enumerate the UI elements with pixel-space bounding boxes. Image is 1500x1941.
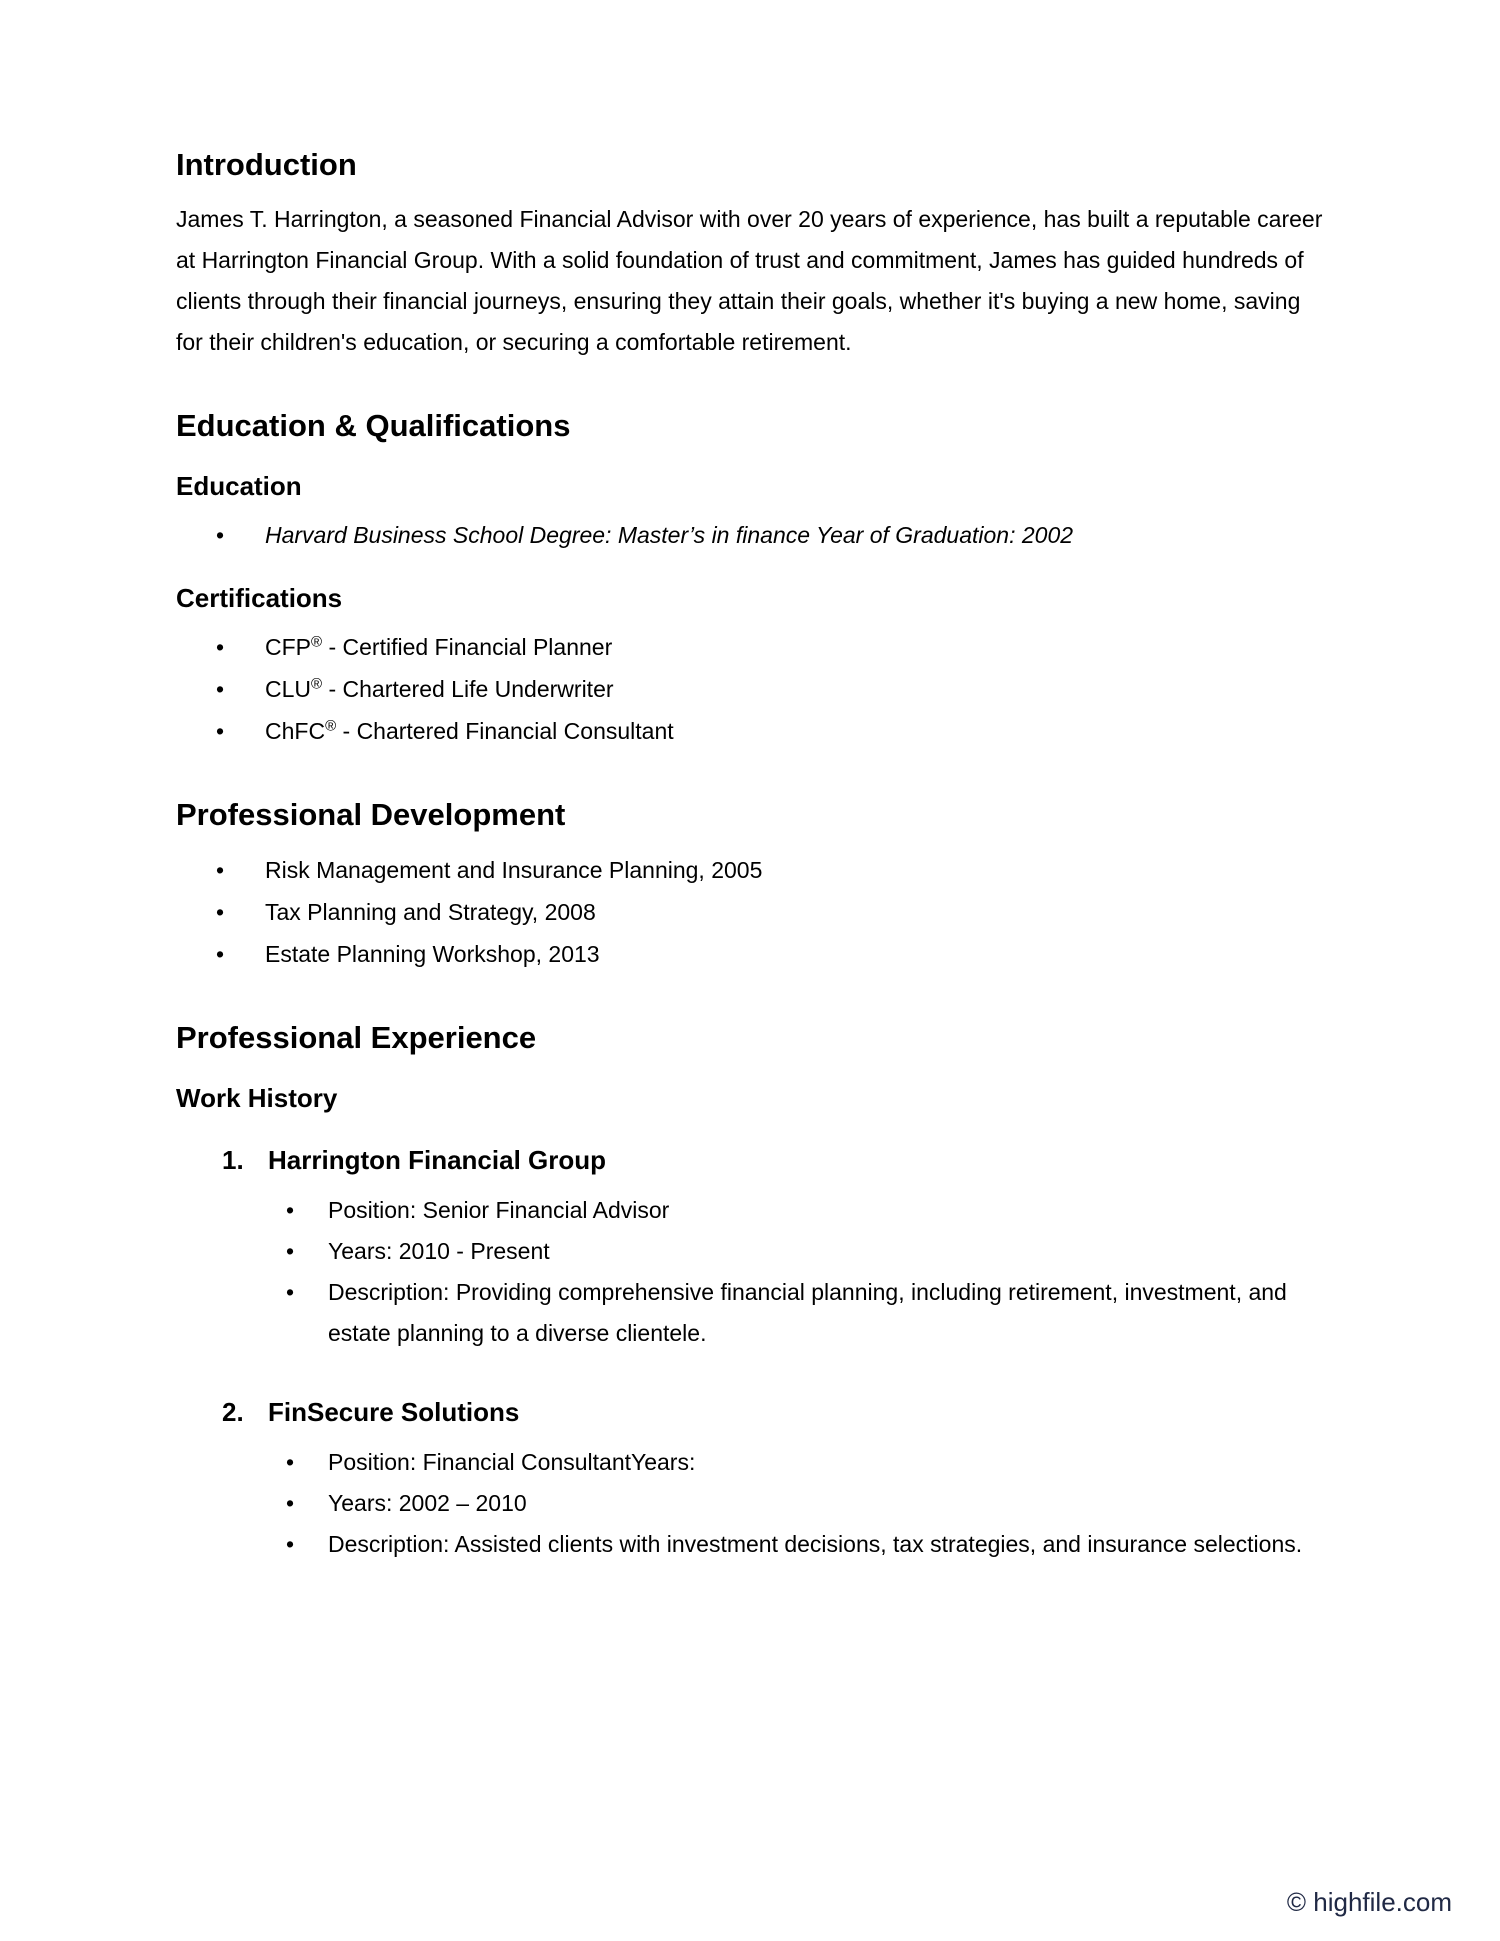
section-professional-development [176, 796, 1326, 975]
certification-code: CFP [265, 634, 311, 660]
entry-number: 1. [222, 1145, 244, 1175]
bullet-icon: • [286, 1531, 295, 1557]
entry-detail-text: Description: Providing comprehensive financial planning, including retirement, investment, and estate planning to a diverse clientele. [328, 1279, 1287, 1346]
list-item [176, 891, 1326, 933]
certification-item-text [265, 718, 674, 744]
certifications-list [176, 626, 1326, 752]
work-history-entry [176, 1144, 1326, 1354]
entry-company: FinSecure Solutions [268, 1397, 520, 1427]
professional-development-heading: Professional Development [176, 797, 566, 832]
certification-code: ChFC [265, 718, 326, 744]
certifications-subheading: Certifications [176, 583, 343, 613]
entry-detail-list [176, 1190, 1326, 1354]
professional-development-list [176, 849, 1326, 975]
education-qualifications-heading: Education & Qualifications [176, 408, 571, 443]
certification-code: CLU [265, 676, 312, 702]
work-history-entry [176, 1396, 1326, 1565]
entry-number: 2. [222, 1397, 244, 1427]
bullet-icon: • [216, 857, 225, 883]
entry-detail-text: Position: Senior Financial Advisor [328, 1197, 670, 1223]
registered-mark-icon: ® [311, 675, 323, 693]
certification-description: - Chartered Life Underwriter [322, 676, 614, 702]
list-item [176, 849, 1326, 891]
watermark-copyright: © highfile.com [1286, 1887, 1452, 1917]
bullet-icon: • [216, 718, 225, 744]
entry-company: Harrington Financial Group [268, 1145, 607, 1175]
entry-heading [176, 1396, 1326, 1428]
certification-item-text [265, 634, 612, 660]
bullet-icon: • [286, 1449, 295, 1475]
list-item [176, 1272, 1326, 1354]
bullet-icon: • [286, 1279, 295, 1305]
bullet-icon: • [216, 634, 225, 660]
professional-experience-heading: Professional Experience [176, 1020, 537, 1055]
certification-description: - Certified Financial Planner [322, 634, 613, 660]
bullet-icon: • [286, 1238, 295, 1264]
bullet-icon: • [216, 522, 225, 548]
entry-detail-text: Description: Assisted clients with investment decisions, tax strategies, and insurance selections. [328, 1531, 1303, 1557]
section-professional-experience [176, 1019, 1326, 1565]
entry-detail-text: Years: 2010 - Present [328, 1238, 550, 1264]
bullet-icon: • [216, 941, 225, 967]
registered-mark-icon: ® [325, 717, 337, 735]
certification-item-text [265, 676, 614, 702]
entry-detail-list [176, 1442, 1326, 1565]
list-item [176, 1442, 1326, 1483]
document-content [176, 146, 1326, 1565]
development-item-text: Risk Management and Insurance Planning, 2005 [265, 857, 763, 883]
introduction-heading: Introduction [176, 147, 357, 182]
certification-description: - Chartered Financial Consultant [336, 718, 674, 744]
list-item [176, 1483, 1326, 1524]
bullet-icon: • [216, 676, 225, 702]
bullet-icon: • [216, 899, 225, 925]
bullet-icon: • [286, 1197, 295, 1223]
list-item [176, 626, 1326, 668]
section-education-qualifications [176, 407, 1326, 752]
entry-detail-text: Years: 2002 – 2010 [328, 1490, 527, 1516]
introduction-paragraph: James T. Harrington, a seasoned Financial Advisor with over 20 years of experience, has built a reputable career at Harrington Financial Group. With a solid foundation of trust and commitment, James has guided hundreds of clients through their financial journeys, ensuring they attain their goals, whether it's buying a new home, saving for their children's education, or securing a comfortable retirement. [176, 206, 1323, 355]
registered-mark-icon: ® [311, 633, 323, 651]
education-subheading: Education [176, 471, 302, 501]
education-item-text: Harvard Business School Degree: Master’s in finance Year of Graduation: 2002 [265, 522, 1074, 548]
bullet-icon: • [286, 1490, 295, 1516]
list-item [176, 710, 1326, 752]
work-history-subheading: Work History [176, 1083, 338, 1113]
section-introduction [176, 146, 1326, 363]
development-item-text: Tax Planning and Strategy, 2008 [265, 899, 596, 925]
list-item [176, 514, 1326, 556]
list-item [176, 668, 1326, 710]
list-item [176, 933, 1326, 975]
entry-detail-text: Position: Financial ConsultantYears: [328, 1449, 696, 1475]
list-item [176, 1524, 1326, 1565]
development-item-text: Estate Planning Workshop, 2013 [265, 941, 600, 967]
list-item [176, 1190, 1326, 1231]
education-list [176, 514, 1326, 556]
entry-heading [176, 1144, 1326, 1176]
list-item [176, 1231, 1326, 1272]
